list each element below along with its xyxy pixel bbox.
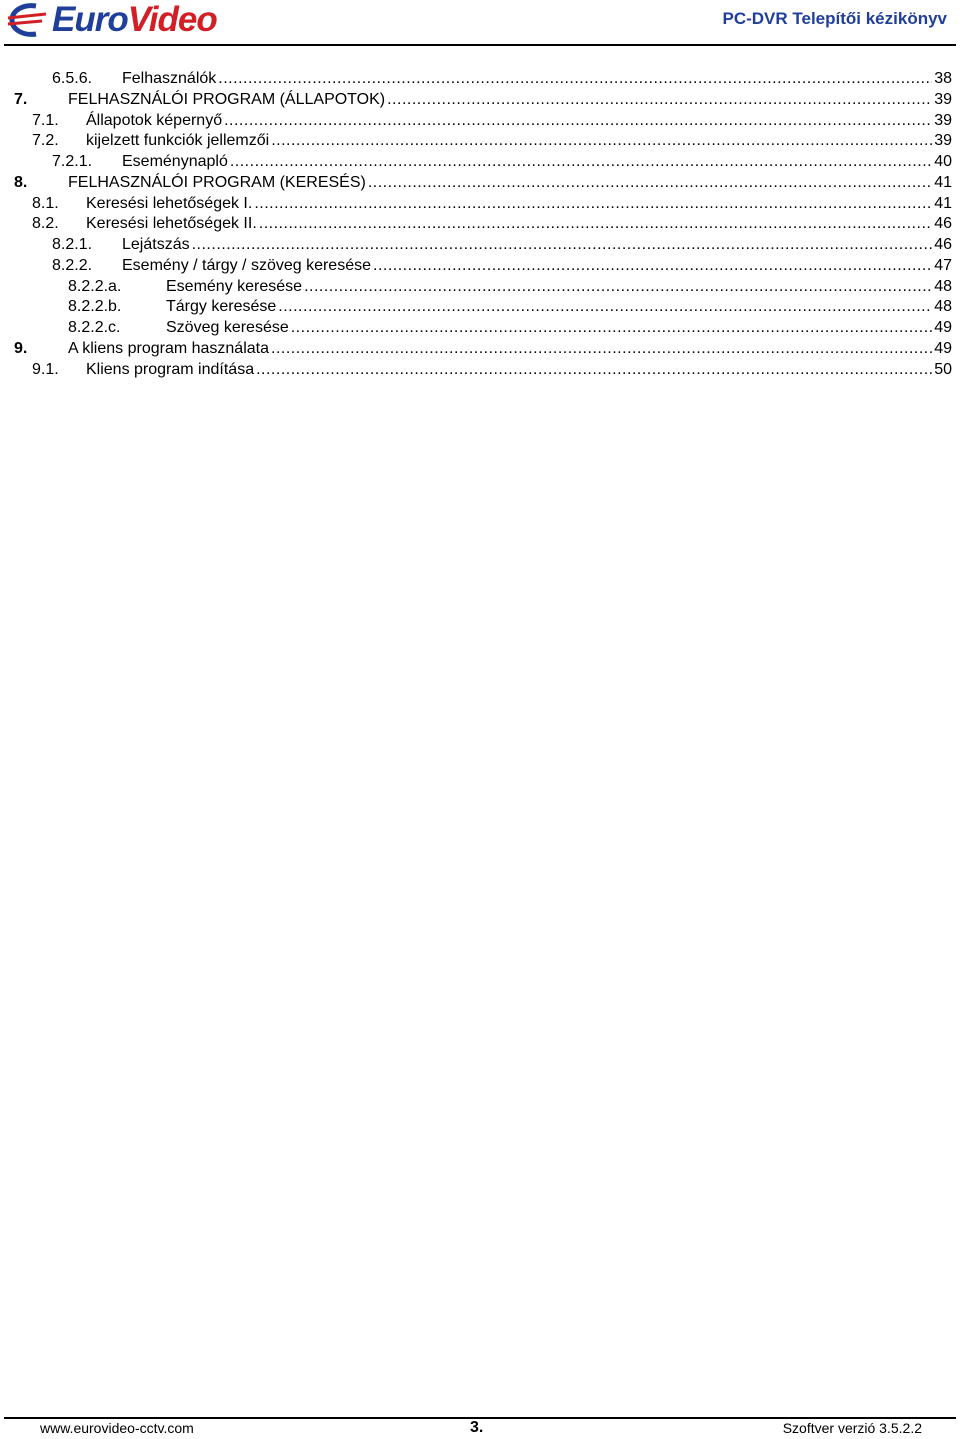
toc-entry-page: 49 [934,319,952,336]
toc-entry[interactable] [0,214,960,235]
toc-leader-dots [259,214,932,235]
toc-entry[interactable] [0,339,960,360]
page-header [0,0,960,48]
toc-entry-page: 39 [934,90,952,108]
toc-entry[interactable] [0,152,960,173]
toc-entry-number: 8.2.2.b. [68,298,122,316]
toc-entry[interactable] [0,111,960,132]
toc-leader-dots [218,69,932,90]
toc-entry[interactable] [0,360,960,381]
toc-entry-page: 41 [934,173,952,191]
toc-leader-dots [256,360,932,381]
toc-entry[interactable] [0,173,960,194]
toc-entry-number: 7.2. [32,132,59,150]
toc-entry-page: 49 [934,339,952,357]
toc-entry[interactable] [0,90,960,111]
toc-entry-page: 39 [934,111,952,129]
toc-entry-number: 8.2.1. [52,236,93,253]
toc-entry-number: 8.1. [32,194,59,212]
toc-leader-dots [192,235,932,256]
toc-entry-page: 39 [934,132,952,150]
toc-leader-dots [271,339,932,360]
toc-leader-dots [291,318,932,339]
toc-entry[interactable] [0,131,960,152]
toc-leader-dots [387,90,932,111]
page-footer [0,1420,960,1439]
toc-entry-title: Esemény keresése [166,277,304,298]
toc-entry-number: 7.2.1. [52,153,93,170]
toc-entry-title: Tárgy keresése [166,297,278,318]
toc-entry-number: 7.1. [32,111,59,129]
toc-entry[interactable] [0,256,960,277]
toc-entry-title: Eseménynapló [122,152,230,173]
toc-entry-page: 40 [934,153,952,170]
footer-url: www.eurovideo-cctv.com [40,1420,194,1436]
toc-entry-page: 38 [934,70,952,87]
toc-entry[interactable] [0,69,960,90]
toc-entry-title: FELHASZNÁLÓI PROGRAM (KERESÉS) [68,173,368,194]
toc-entry-number: 7. [14,90,28,108]
toc-leader-dots [304,277,932,298]
toc-entry-title: Felhasználók [122,69,218,90]
toc-entry-number: 8.2.2. [52,256,93,274]
toc-leader-dots [254,194,932,215]
toc-entry[interactable] [0,235,960,256]
eurovideo-logo [6,0,217,40]
toc-entry-number: 8.2.2.c. [68,319,121,336]
toc-entry-title: Keresési lehetőségek II. [86,214,259,235]
toc-entry-title: Lejátszás [122,235,192,256]
table-of-contents [0,69,960,380]
toc-entry-number: 9.1. [32,360,59,378]
toc-entry-title: Állapotok képernyő [86,111,224,132]
toc-entry-number: 6.5.6. [52,70,93,87]
toc-leader-dots [278,297,932,318]
toc-entry-title: Keresési lehetőségek I. [86,194,254,215]
toc-leader-dots [373,256,932,277]
toc-leader-dots [224,111,932,132]
toc-entry-page: 48 [934,298,952,316]
footer-page-number: 3. [470,1419,484,1436]
document-title: PC-DVR Telepítői kézikönyv [722,9,947,28]
toc-entry[interactable] [0,194,960,215]
toc-entry[interactable] [0,318,960,339]
euro-swoosh-icon [6,0,50,40]
toc-entry-number: 8.2. [32,215,59,233]
header-divider [4,44,956,46]
toc-entry-title: kijelzett funkciók jellemzői [86,131,271,152]
toc-entry-number: 8.2.2.a. [68,277,122,295]
toc-leader-dots [271,131,932,152]
toc-entry-title: Szöveg keresése [166,318,291,339]
toc-entry[interactable] [0,277,960,298]
logo-text-euro: Euro [52,0,128,39]
toc-entry-title: FELHASZNÁLÓI PROGRAM (ÁLLAPOTOK) [68,90,387,111]
toc-entry-page: 48 [934,277,952,295]
toc-entry-page: 46 [934,215,952,233]
footer-version: Szoftver verzió 3.5.2.2 [782,1420,922,1436]
toc-entry[interactable] [0,297,960,318]
toc-entry-title: A kliens program használata [68,339,271,360]
toc-leader-dots [230,152,932,173]
toc-entry-page: 41 [934,194,952,212]
toc-entry-page: 47 [934,256,952,274]
toc-entry-number: 8. [14,173,28,191]
toc-entry-number: 9. [14,339,28,357]
toc-entry-page: 50 [934,360,952,378]
logo-text-video: Video [127,0,217,39]
toc-leader-dots [368,173,932,194]
toc-entry-title: Esemény / tárgy / szöveg keresése [122,256,373,277]
toc-entry-title: Kliens program indítása [86,360,256,381]
toc-entry-page: 46 [934,236,952,253]
